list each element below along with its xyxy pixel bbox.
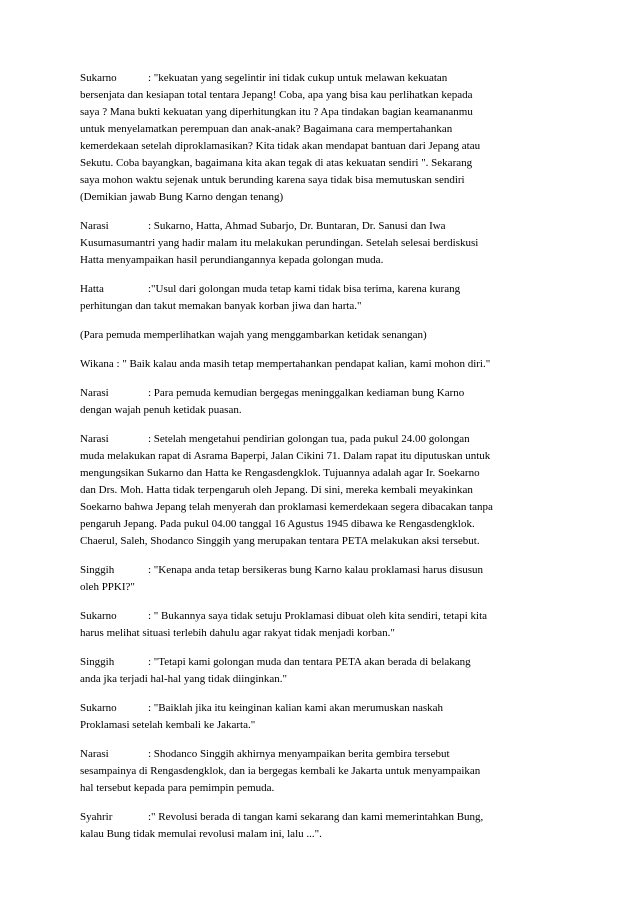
speaker-name: Narasi	[80, 433, 109, 445]
line-text: : Para pemuda kemudian bergegas meninggalkan kediaman bung Karno	[148, 387, 465, 399]
paragraph-first-line	[80, 281, 560, 298]
paragraph-line: Soekarno bahwa Jepang telah menyerah dan proklamasi kemerdekaan segera dibacakan tanpa	[80, 501, 493, 513]
dialogue-paragraph	[80, 218, 560, 269]
speaker-name: Narasi	[80, 220, 109, 232]
paragraph-line: Proklamasi setelah kembali ke Jakarta."	[80, 719, 256, 731]
speaker-name: Sukarno	[80, 702, 117, 714]
paragraph-line: dengan wajah penuh ketidak puasan.	[80, 404, 242, 416]
paragraph-first-line	[80, 356, 560, 373]
paragraph-line: anda jka terjadi hal-hal yang tidak diinginkan."	[80, 673, 288, 685]
paragraph-first-line	[80, 809, 560, 826]
dialogue-paragraph	[80, 385, 560, 419]
speaker-name: Sukarno	[80, 610, 117, 622]
line-text: : Shodanco Singgih akhirnya menyampaikan berita gembira tersebut	[148, 748, 450, 760]
paragraph-first-line	[80, 385, 560, 402]
line-text: : "Baiklah jika itu keinginan kalian kami akan merumuskan naskah	[148, 702, 443, 714]
speaker-name: Narasi	[80, 387, 109, 399]
paragraph-line: bersenjata dan kesiapan total tentara Jepang! Coba, apa yang bisa kau perlihatkan kepada	[80, 89, 473, 101]
paragraph-first-line	[80, 70, 560, 87]
paragraph-first-line	[80, 746, 560, 763]
paragraph-line: dan Drs. Moh. Hatta tidak terpengaruh oleh Jepang. Di sini, mereka kembali meyakinkan	[80, 484, 473, 496]
line-text: : "Kenapa anda tetap bersikeras bung Karno kalau proklamasi harus disusun	[148, 564, 484, 576]
paragraph-line: Chaerul, Saleh, Shodanco Singgih yang merupakan tentara PETA melakukan aksi tersebut.	[80, 535, 480, 547]
speaker-name: Singgih	[80, 564, 115, 576]
paragraph-line: oleh PPKI?"	[80, 581, 135, 593]
paragraph-line: sesampainya di Rengasdengklok, dan ia bergegas kembali ke Jakarta untuk menyampaikan	[80, 765, 481, 777]
paragraph-line: Kusumasumantri yang hadir malam itu melakukan perundingan. Setelah selesai berdiskusi	[80, 237, 479, 249]
line-text: : "Tetapi kami golongan muda dan tentara PETA akan berada di belakang	[148, 656, 471, 668]
speaker-name: Syahrir	[80, 811, 113, 823]
dialogue-paragraph	[80, 327, 560, 344]
dialogue-paragraph	[80, 562, 560, 596]
paragraph-line: Sekutu. Coba bayangkan, bagaimana kita akan tegak di atas kekuatan sendiri ". Sekarang	[80, 157, 473, 169]
dialogue-paragraph	[80, 281, 560, 315]
paragraph-line: (Demikian jawab Bung Karno dengan tenang)	[80, 191, 284, 203]
document-page	[80, 70, 560, 855]
paragraph-line: harus melihat situasi terlebih dahulu agar rakyat tidak menjadi korban."	[80, 627, 395, 639]
paragraph-line: kemerdekaan setelah diproklamasikan? Kita tidak akan mendapat bantuan dari Jepang atau	[80, 140, 481, 152]
line-text: :" Revolusi berada di tangan kami sekarang dan kami memerintahkan Bung,	[148, 811, 484, 823]
paragraph-line: untuk menyelamatkan perempuan dan anak-anak? Bagaimana cara mempertahankan	[80, 123, 453, 135]
paragraph-line: saya mohon waktu sejenak untuk berunding karena saya tidak bisa memutuskan sendiri	[80, 174, 465, 186]
dialogue-paragraph	[80, 654, 560, 688]
speaker-name: Narasi	[80, 748, 109, 760]
paragraph-first-line	[80, 654, 560, 671]
dialogue-paragraph	[80, 809, 560, 843]
paragraph-line: Hatta menyampaikan hasil perundiangannya kepada golongan muda.	[80, 254, 384, 266]
paragraph-first-line	[80, 608, 560, 625]
line-text: : "kekuatan yang segelintir ini tidak cukup untuk melawan kekuatan	[148, 72, 448, 84]
dialogue-paragraph	[80, 746, 560, 797]
paragraph-first-line	[80, 431, 560, 448]
dialogue-paragraph	[80, 700, 560, 734]
dialogue-paragraph	[80, 70, 560, 206]
paragraph-line: mengungsikan Sukarno dan Hatta ke Rengasdengklok. Tujuannya adalah agar Ir. Soekarno	[80, 467, 480, 479]
line-text: :"Usul dari golongan muda tetap kami tidak bisa terima, karena kurang	[148, 283, 461, 295]
line-text: : Sukarno, Hatta, Ahmad Subarjo, Dr. Buntaran, Dr. Sanusi dan Iwa	[148, 220, 446, 232]
dialogue-paragraph	[80, 431, 560, 550]
paragraph-first-line	[80, 327, 560, 344]
paragraph-line: perhitungan dan takut memakan banyak korban jiwa dan harta."	[80, 300, 362, 312]
speaker-name: Sukarno	[80, 72, 117, 84]
paragraph-line: hal tersebut kepada para pemimpin pemuda.	[80, 782, 275, 794]
paragraph-first-line	[80, 700, 560, 717]
paragraph-first-line	[80, 218, 560, 235]
line-text: (Para pemuda memperlihatkan wajah yang menggambarkan ketidak senangan)	[80, 329, 427, 341]
line-text: : " Bukannya saya tidak setuju Proklamasi dibuat oleh kita sendiri, tetapi kita	[148, 610, 488, 622]
dialogue-paragraph	[80, 356, 560, 373]
paragraph-line: saya ? Mana bukti kekuatan yang diperhitungkan itu ? Apa tindakan bagian keamananmu	[80, 106, 473, 118]
speaker-name: Singgih	[80, 656, 115, 668]
line-text: Wikana : " Baik kalau anda masih tetap mempertahankan pendapat kalian, kami mohon diri."	[80, 358, 491, 370]
paragraph-line: pengaruh Jepang. Pada pukul 04.00 tanggal 16 Agustus 1945 dibawa ke Rengasdengklok.	[80, 518, 475, 530]
paragraph-first-line	[80, 562, 560, 579]
paragraph-line: kalau Bung tidak memulai revolusi malam ini, lalu ...".	[80, 828, 322, 840]
paragraph-line: muda melakukan rapat di Asrama Baperpi, Jalan Cikini 71. Dalam rapat itu diputuskan untuk	[80, 450, 491, 462]
dialogue-paragraph	[80, 608, 560, 642]
speaker-name: Hatta	[80, 283, 104, 295]
line-text: : Setelah mengetahui pendirian golongan tua, pada pukul 24.00 golongan	[148, 433, 470, 445]
